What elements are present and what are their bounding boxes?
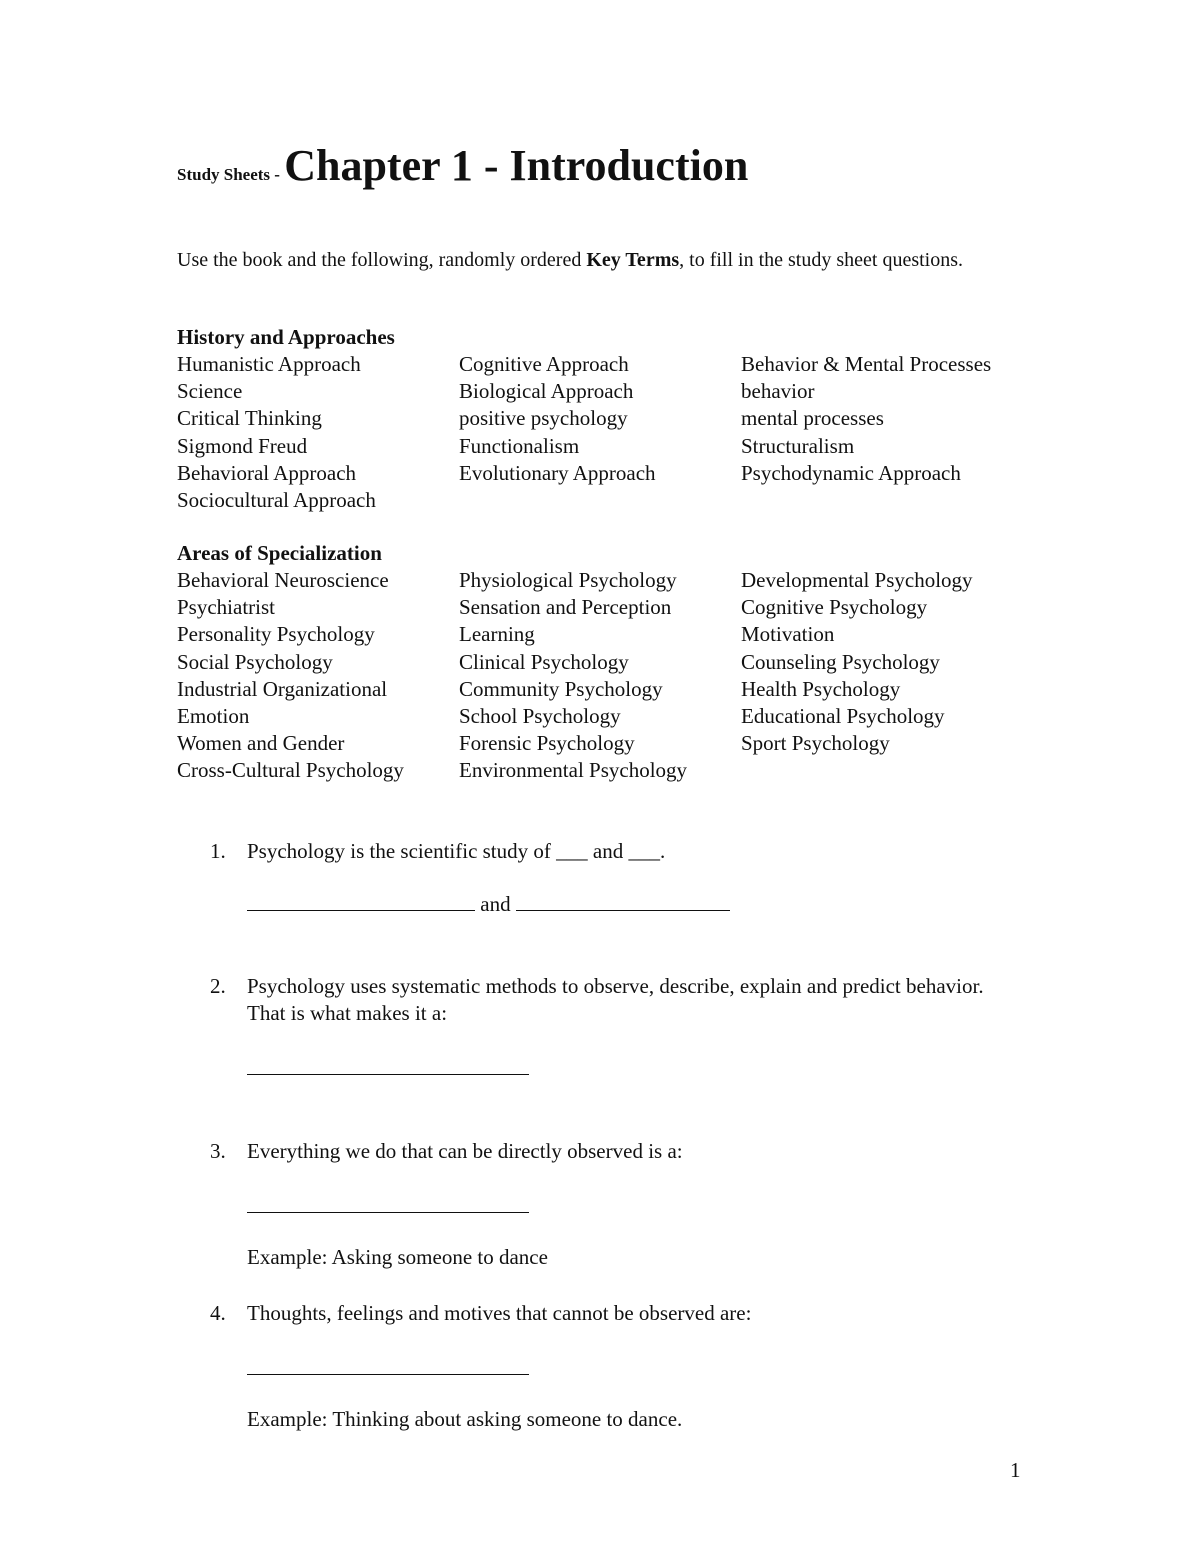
question-number: 1. [210,839,226,863]
term [459,487,741,514]
answer-row [247,891,1010,918]
term: Behavioral Neuroscience [177,568,389,592]
term: Environmental Psychology [459,758,688,783]
answer-blank[interactable] [516,892,730,911]
question-text: Everything we do that can be directly observed is a: [247,1139,683,1163]
instructions-paragraph [177,247,977,273]
term: Cognitive Approach [459,352,629,376]
question-text: Psychology uses systematic methods to observe, describe, explain and predict behavior. That is what makes it a: [247,974,984,1025]
question-item [210,973,1010,1082]
term: Structuralism [741,433,855,458]
term: Health Psychology [741,676,901,701]
answer-blank[interactable] [247,1056,529,1075]
term: Behavioral Approach [177,460,357,485]
term: Psychiatrist [177,595,275,620]
instructions-key-terms: Key Terms [586,249,680,271]
page-title [177,140,748,191]
answer-connector: and [480,892,511,916]
term: Personality Psychology [177,622,375,647]
term: Educational Psychology [741,704,945,729]
term: Industrial Organizational [177,676,388,701]
term: Science [177,379,243,404]
question-item [210,1138,1010,1271]
answer-blank[interactable] [247,892,475,911]
question-item [210,838,1010,918]
term: Cross-Cultural Psychology [177,758,404,783]
term: Learning [459,622,535,647]
term: Sigmond Freud [177,433,308,458]
answer-blank[interactable] [247,1356,529,1375]
section-history-approaches [177,324,1077,514]
term: Humanistic Approach [177,352,361,376]
answer-row [247,1193,1010,1220]
answer-row [247,1355,1010,1382]
chapter-title: Chapter 1 - Introduction [284,141,749,190]
term: Women and Gender [177,731,345,756]
term: Sociocultural Approach [177,488,376,513]
term [741,487,1041,514]
section-heading: Areas of Specialization [177,541,382,565]
term: Evolutionary Approach [459,460,656,485]
answer-row [247,1055,1010,1082]
question-list [210,838,1010,1433]
term: Psychodynamic Approach [741,460,961,485]
term: Developmental Psychology [741,568,973,592]
term: Physiological Psychology [459,568,677,592]
question-number: 3. [210,1139,226,1163]
answer-blank[interactable] [247,1194,529,1213]
term: Community Psychology [459,676,663,701]
title-prefix: Study Sheets - [177,165,285,184]
term: mental processes [741,406,884,431]
term: Emotion [177,704,250,729]
term: Social Psychology [177,649,333,674]
term: Forensic Psychology [459,731,635,756]
term: positive psychology [459,406,628,431]
question-text: Thoughts, feelings and motives that cannot be observed are: [247,1301,752,1325]
section-heading: History and Approaches [177,325,395,349]
question-example: Example: Asking someone to dance [247,1245,548,1269]
question-text: Psychology is the scientific study of ___ and ___. [247,839,666,863]
term-grid [177,567,1077,785]
term: Clinical Psychology [459,649,629,674]
term: Functionalism [459,433,580,458]
instructions-text-before: Use the book and the following, randomly ordered [177,249,587,271]
term: School Psychology [459,704,621,729]
question-number: 2. [210,974,226,998]
term [741,757,1041,784]
term: behavior [741,379,815,404]
term: Biological Approach [459,379,634,404]
question-item [210,1300,1010,1433]
question-number: 4. [210,1301,226,1325]
term: Behavior & Mental Processes [741,352,992,376]
term-grid [177,351,1077,514]
page-number: 1 [1010,1458,1021,1482]
term: Sport Psychology [741,731,890,756]
term: Critical Thinking [177,406,322,431]
question-example: Example: Thinking about asking someone to dance. [247,1407,683,1431]
term: Sensation and Perception [459,595,672,620]
instructions-text-after: , to fill in the study sheet questions. [679,249,964,271]
section-areas-specialization [177,540,1077,785]
term: Cognitive Psychology [741,595,928,620]
term: Motivation [741,622,835,647]
term: Counseling Psychology [741,649,940,674]
